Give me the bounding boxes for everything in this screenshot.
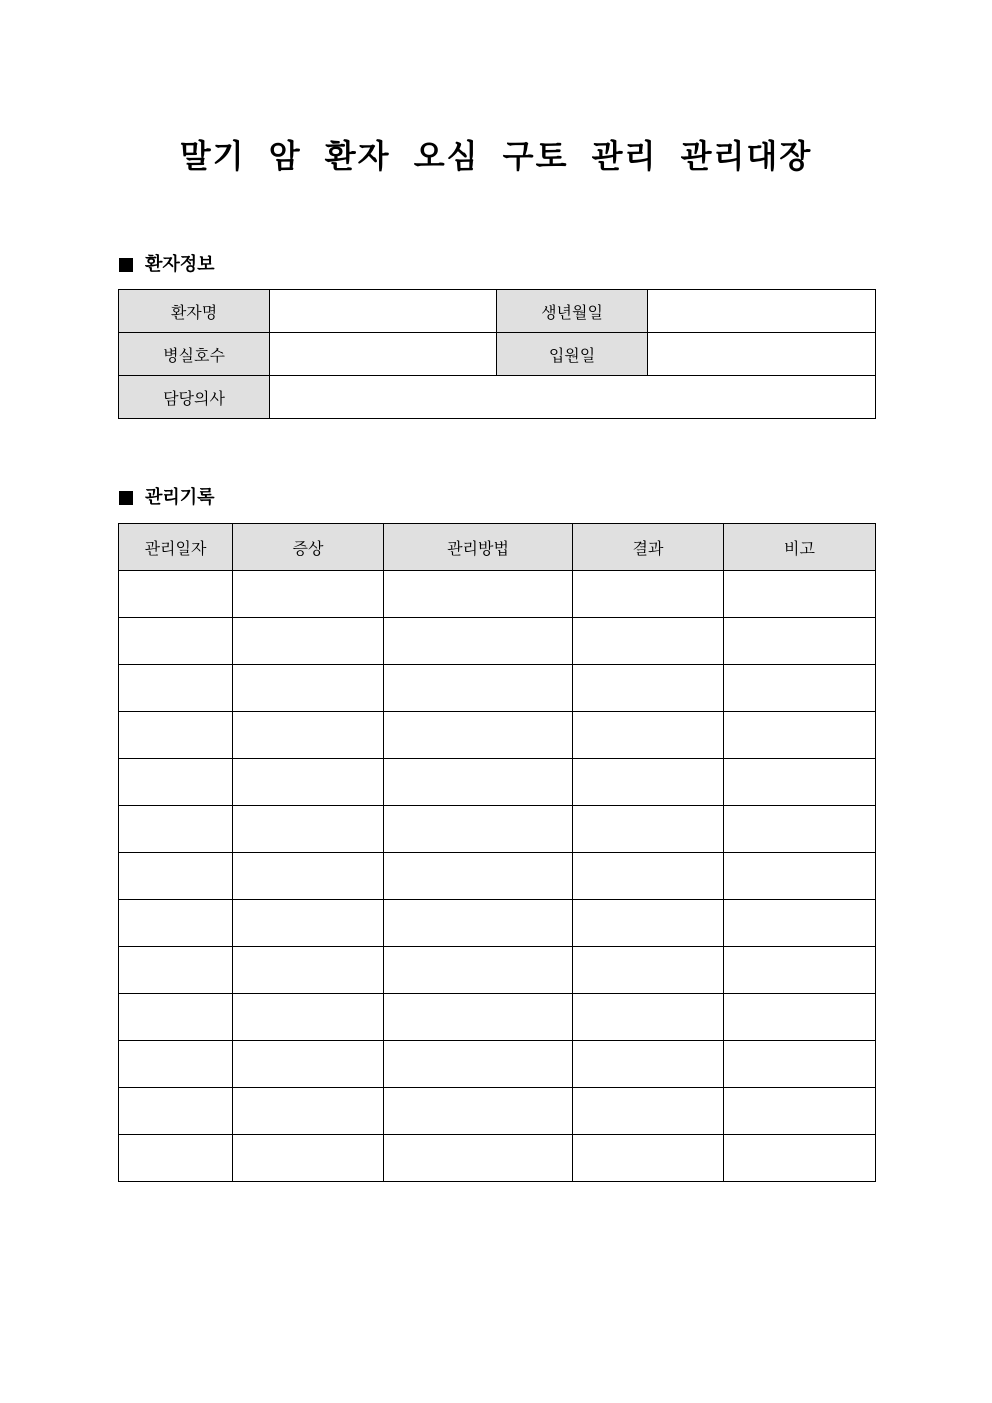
record-cell-result[interactable] <box>573 853 724 900</box>
record-cell-date[interactable] <box>119 806 233 853</box>
square-bullet-icon <box>119 258 133 272</box>
record-cell-symptom[interactable] <box>233 618 384 665</box>
record-cell-result[interactable] <box>573 1088 724 1135</box>
record-cell-symptom[interactable] <box>233 1088 384 1135</box>
record-cell-method[interactable] <box>384 665 573 712</box>
column-header-note: 비고 <box>724 524 876 571</box>
table-row <box>119 994 876 1041</box>
record-cell-note[interactable] <box>724 806 876 853</box>
record-cell-symptom[interactable] <box>233 1041 384 1088</box>
record-cell-result[interactable] <box>573 994 724 1041</box>
record-cell-symptom[interactable] <box>233 759 384 806</box>
birth-date-label: 생년월일 <box>497 290 648 333</box>
record-cell-note[interactable] <box>724 1135 876 1182</box>
record-table-body <box>119 571 876 1182</box>
record-cell-date[interactable] <box>119 1135 233 1182</box>
record-cell-result[interactable] <box>573 806 724 853</box>
table-row <box>119 665 876 712</box>
record-cell-method[interactable] <box>384 806 573 853</box>
records-heading-label: 관리기록 <box>145 487 215 508</box>
record-cell-method[interactable] <box>384 1088 573 1135</box>
record-cell-method[interactable] <box>384 618 573 665</box>
record-cell-note[interactable] <box>724 994 876 1041</box>
record-cell-symptom[interactable] <box>233 665 384 712</box>
record-cell-date[interactable] <box>119 1088 233 1135</box>
record-cell-result[interactable] <box>573 900 724 947</box>
record-cell-result[interactable] <box>573 1041 724 1088</box>
record-cell-symptom[interactable] <box>233 806 384 853</box>
table-row <box>119 759 876 806</box>
record-cell-date[interactable] <box>119 994 233 1041</box>
patient-info-table <box>118 289 876 419</box>
record-cell-result[interactable] <box>573 665 724 712</box>
patient-name-label: 환자명 <box>119 290 270 333</box>
patient-row-3 <box>119 376 876 419</box>
record-cell-date[interactable] <box>119 571 233 618</box>
doctor-label: 담당의사 <box>119 376 270 419</box>
record-cell-method[interactable] <box>384 1135 573 1182</box>
admission-date-label: 입원일 <box>497 333 648 376</box>
record-cell-note[interactable] <box>724 1088 876 1135</box>
record-cell-result[interactable] <box>573 618 724 665</box>
record-cell-result[interactable] <box>573 1135 724 1182</box>
record-header-row <box>119 524 876 571</box>
record-cell-note[interactable] <box>724 618 876 665</box>
record-cell-date[interactable] <box>119 712 233 759</box>
record-cell-date[interactable] <box>119 618 233 665</box>
record-cell-note[interactable] <box>724 853 876 900</box>
column-header-result: 결과 <box>573 524 724 571</box>
record-cell-note[interactable] <box>724 712 876 759</box>
record-cell-method[interactable] <box>384 759 573 806</box>
records-heading <box>119 486 215 510</box>
record-cell-note[interactable] <box>724 665 876 712</box>
record-cell-note[interactable] <box>724 1041 876 1088</box>
birth-date-field[interactable] <box>648 290 876 333</box>
record-cell-note[interactable] <box>724 759 876 806</box>
patient-row-2 <box>119 333 876 376</box>
patient-info-heading <box>119 253 215 277</box>
record-cell-result[interactable] <box>573 571 724 618</box>
record-cell-date[interactable] <box>119 1041 233 1088</box>
record-cell-symptom[interactable] <box>233 900 384 947</box>
record-cell-date[interactable] <box>119 900 233 947</box>
record-cell-symptom[interactable] <box>233 712 384 759</box>
table-row <box>119 712 876 759</box>
record-cell-date[interactable] <box>119 759 233 806</box>
record-cell-date[interactable] <box>119 853 233 900</box>
table-row <box>119 1041 876 1088</box>
table-row <box>119 1088 876 1135</box>
square-bullet-icon <box>119 491 133 505</box>
column-header-date: 관리일자 <box>119 524 233 571</box>
record-cell-symptom[interactable] <box>233 947 384 994</box>
room-number-label: 병실호수 <box>119 333 270 376</box>
document-title: 말기 암 환자 오심 구토 관리 관리대장 <box>179 137 813 175</box>
record-cell-method[interactable] <box>384 712 573 759</box>
record-cell-note[interactable] <box>724 947 876 994</box>
management-record-table <box>118 523 876 1182</box>
patient-name-field[interactable] <box>270 290 497 333</box>
record-cell-method[interactable] <box>384 571 573 618</box>
record-cell-result[interactable] <box>573 947 724 994</box>
record-cell-date[interactable] <box>119 665 233 712</box>
record-cell-method[interactable] <box>384 1041 573 1088</box>
table-row <box>119 853 876 900</box>
doctor-field[interactable] <box>270 376 876 419</box>
patient-info-heading-label: 환자정보 <box>145 254 215 275</box>
record-cell-symptom[interactable] <box>233 1135 384 1182</box>
room-number-field[interactable] <box>270 333 497 376</box>
record-cell-note[interactable] <box>724 571 876 618</box>
record-cell-method[interactable] <box>384 994 573 1041</box>
record-cell-result[interactable] <box>573 712 724 759</box>
patient-row-1 <box>119 290 876 333</box>
column-header-symptom: 증상 <box>233 524 384 571</box>
table-row <box>119 947 876 994</box>
record-cell-symptom[interactable] <box>233 853 384 900</box>
record-cell-date[interactable] <box>119 947 233 994</box>
admission-date-field[interactable] <box>648 333 876 376</box>
table-row <box>119 571 876 618</box>
column-header-method: 관리방법 <box>384 524 573 571</box>
record-cell-note[interactable] <box>724 900 876 947</box>
record-cell-method[interactable] <box>384 900 573 947</box>
record-cell-result[interactable] <box>573 759 724 806</box>
table-row <box>119 806 876 853</box>
table-row <box>119 618 876 665</box>
table-row <box>119 1135 876 1182</box>
record-cell-symptom[interactable] <box>233 571 384 618</box>
table-row <box>119 900 876 947</box>
record-cell-method[interactable] <box>384 853 573 900</box>
record-cell-method[interactable] <box>384 947 573 994</box>
record-cell-symptom[interactable] <box>233 994 384 1041</box>
